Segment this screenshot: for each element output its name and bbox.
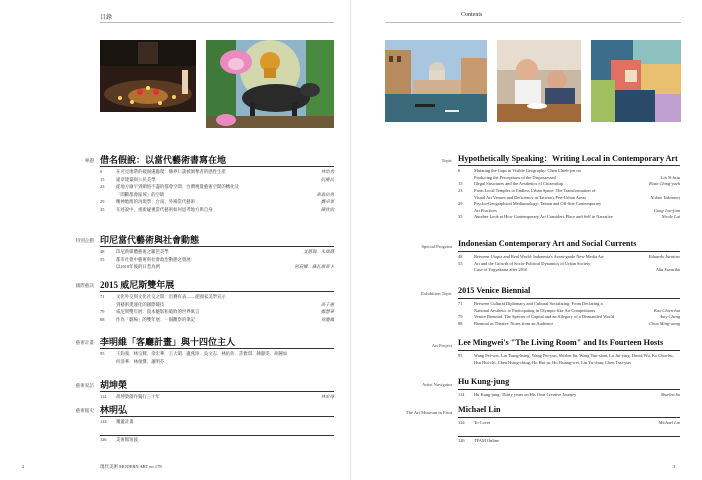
left-header-rule xyxy=(100,22,334,23)
page-number: 79 xyxy=(100,309,105,315)
section-category: Exhibition Topic xyxy=(421,291,452,296)
article-author: 林宏璋 xyxy=(320,394,334,399)
toc-row xyxy=(100,249,334,255)
section-title: 借名假說：以當代藝術書寫在地 xyxy=(100,155,227,165)
article-title: 到藝術奧運化的國際競技 xyxy=(116,301,165,307)
article-title: 文化外交與文化社交之間：出賽有表——從國家美學宣示 xyxy=(116,294,226,299)
toc-row xyxy=(100,437,334,443)
toc-row xyxy=(458,214,680,220)
section-rule xyxy=(100,416,334,417)
toc-row xyxy=(100,317,334,323)
toc-row xyxy=(458,420,680,426)
page-number: 55 xyxy=(458,260,463,266)
toc-row xyxy=(100,264,334,270)
article-author: Eduardo Jurnitno xyxy=(648,254,680,260)
toc-row xyxy=(458,314,680,320)
section-rule xyxy=(458,350,680,351)
article-author: 林怡秀 xyxy=(320,169,334,174)
toc-row xyxy=(458,261,680,267)
section-rule xyxy=(458,251,680,252)
article-title: 印尼新媒體藝術之籬笆美學 xyxy=(116,249,169,254)
article-author: Nobuo Takamori xyxy=(650,194,680,200)
toc-row xyxy=(100,169,334,175)
toc-row xyxy=(100,394,334,400)
toc-row xyxy=(458,254,680,260)
article-title: Psycho-Geographical Mediumology: Tainan and Off-Site Contemporary xyxy=(474,201,602,207)
article-title: TFAM Online xyxy=(474,438,499,443)
section-category: 藝術計畫 xyxy=(75,340,94,345)
right-header: Contents xyxy=(461,12,483,18)
page-number: 29 xyxy=(458,201,463,207)
section-category: Art Project xyxy=(431,343,452,348)
section-category: Special Program xyxy=(421,244,452,249)
article-author: 高森信男 xyxy=(316,191,334,197)
page-number: 35 xyxy=(458,214,463,220)
toc-row xyxy=(458,301,680,307)
article-author: 艾德瑞．朱瑞德 xyxy=(303,249,334,254)
toc-row xyxy=(458,353,680,359)
toc-row xyxy=(100,184,334,190)
page-number: 29 xyxy=(100,199,105,205)
article-title: 從地方廟宇到網絡不盡的都會空間：台灣視覺藝術空間的轉化及 xyxy=(116,184,239,190)
article-author: Kao Chien-hui xyxy=(654,307,680,313)
toc-row xyxy=(458,181,680,187)
page-number: 6 xyxy=(100,169,103,174)
page-number: 23 xyxy=(458,188,463,193)
page-number: 15 xyxy=(100,176,105,182)
page-number: 95 xyxy=(458,353,463,359)
article-author: 陳欣欣 xyxy=(320,207,334,212)
toc-row xyxy=(458,438,680,444)
section-category: 專題 xyxy=(84,158,94,163)
toc-row xyxy=(100,192,334,198)
section-rule xyxy=(100,166,334,167)
toc-row xyxy=(458,201,680,207)
article-author: 龔卓軍 xyxy=(320,199,334,205)
article-author: Nicole Lai xyxy=(661,214,680,220)
article-title: 威尼斯雙年展：資本魅影和破敗的世界寓言 xyxy=(116,309,200,315)
page-number: 48 xyxy=(100,249,105,254)
section-title: 印尼當代藝術與社會動態 xyxy=(100,235,200,245)
section-title: Hu Kung-jung xyxy=(458,377,510,386)
toc-row xyxy=(458,360,680,366)
page-fold xyxy=(350,0,352,480)
page-number: 23 xyxy=(100,184,105,190)
article-title: 在述說中，重新疑視當代藝術如何思考地方與自身 xyxy=(116,207,213,212)
page-number: 15 xyxy=(458,181,463,187)
article-title: 美術館短波 xyxy=(116,437,138,442)
section-rule xyxy=(100,291,334,292)
section-category: 特別企劃 xyxy=(75,238,94,243)
candle-installation-photo xyxy=(100,40,196,112)
section-category: 藝術館史 xyxy=(75,408,94,413)
article-author: 阮慶岳 xyxy=(320,176,334,182)
article-title: From Local Temples to Endless Urban Space: The Transformation of xyxy=(474,188,596,193)
article-author: Roan Ching-yueh xyxy=(649,181,680,187)
venice-canal-photo xyxy=(385,40,487,122)
section-title: 李明維「客廳計畫」與十四位主人 xyxy=(100,337,236,347)
article-title: Case of Yogyakarta after 2010 xyxy=(474,267,528,273)
article-title: Venice Biennial: The Specter of Capital and an Allegory of a Dismantled World xyxy=(474,314,614,320)
article-title: Another Look at How Contemporary Art Considers Place and Self in Narrative xyxy=(474,214,613,220)
article-title: Hu Kung-jung: Thirty years on His Own Creative Journey xyxy=(474,392,577,398)
page-number: 114 xyxy=(458,392,465,398)
article-title: Art Practices xyxy=(474,207,497,213)
article-title: Biennial as Theater: Notes from an Audience xyxy=(474,321,554,326)
page-number: 124 xyxy=(100,419,107,424)
section-category: Topic xyxy=(441,158,452,163)
page-number: 88 xyxy=(458,321,463,326)
toc-row xyxy=(458,168,680,174)
toc-row xyxy=(100,309,334,315)
toc-row xyxy=(100,257,334,263)
article-author: Michael Lin xyxy=(658,420,680,426)
toc-row xyxy=(100,419,334,425)
article-title: To Cover xyxy=(474,420,491,426)
section-title: 2015 威尼斯雙年展 xyxy=(100,280,175,290)
article-author: Sharlen Su xyxy=(660,392,680,398)
page-number: 124 xyxy=(458,420,465,426)
section-title: 胡坤榮 xyxy=(100,380,128,390)
left-page-number: 2 xyxy=(22,464,25,469)
article-title: 「間斷都會區域」的空缺 xyxy=(116,191,165,197)
toc-row xyxy=(458,308,680,314)
toc-row xyxy=(458,195,680,201)
article-title: Producing the Perceptions of the Dispossessed xyxy=(474,174,556,180)
right-page-number: 3 xyxy=(673,464,676,469)
article-author: Alia Swastika xyxy=(655,267,680,273)
article-title: Between Cultural Diplomacy and Cultural Socializing: From Declaring a xyxy=(474,301,603,307)
right-page xyxy=(351,0,702,480)
toc-row xyxy=(100,302,334,308)
article-title: 違章建築與公民美學 xyxy=(116,176,156,182)
article-title: Mutating the Gaps in Visible Geography: Chen Chieh-jen on xyxy=(474,168,581,174)
magazine-footer: 現代美術 MODERN ART no.178 xyxy=(100,464,162,469)
page-number: 71 xyxy=(458,301,463,307)
section-rule xyxy=(458,165,680,166)
article-author: 高千惠 xyxy=(320,301,334,307)
section-rule xyxy=(458,298,680,299)
page-number: 95 xyxy=(100,351,105,356)
section-rule xyxy=(458,389,680,390)
section-category: Artist Navigator xyxy=(422,382,452,387)
section-rule xyxy=(100,348,334,349)
article-title: 王鈞義．林宗興．余宏華．王大閎．盧燕珍．吳文志．林佑佐．許雅琪．陳靜雯．胡鐘如 xyxy=(116,351,288,356)
article-title: 作為「劇場」的雙年展：一個觀察的筆記 xyxy=(116,316,196,322)
article-author: 鄭慧華 xyxy=(320,309,334,315)
toc-row xyxy=(100,359,334,365)
article-title: 覆蓋計畫 xyxy=(116,419,134,424)
page-number: 35 xyxy=(100,207,105,212)
living-room-project-photo xyxy=(497,40,581,122)
article-title: Art and the Growth of Socio-Political Dynamics of Urban Society: xyxy=(474,260,592,266)
section-title: Michael Lin xyxy=(458,405,501,414)
toc-row xyxy=(100,199,334,205)
toc-row xyxy=(100,177,334,183)
toc-row xyxy=(100,207,334,213)
section-title: 2015 Venice Biennial xyxy=(458,286,531,295)
article-author: Lin Yi-hsiu xyxy=(660,174,680,180)
buddha-lotus-buffalo-photo xyxy=(206,40,334,128)
toc-row xyxy=(100,351,334,357)
left-header: 目錄 xyxy=(100,15,113,21)
page-number: 126 xyxy=(100,437,107,442)
article-title: 都市社會中藝術與社會政治動態之發展： xyxy=(116,256,196,262)
page-number: 48 xyxy=(458,254,463,260)
article-author: 阿莉娜．蘇瓦斯蒂卡 xyxy=(294,264,334,270)
article-title: 精神地理的再現學：台南、外場當代藝術 xyxy=(116,199,196,205)
section-rule xyxy=(100,435,334,436)
page-number: 126 xyxy=(458,438,465,443)
section-rule xyxy=(458,417,680,418)
section-rule xyxy=(458,436,680,437)
section-rule xyxy=(100,391,334,392)
right-header-rule xyxy=(385,22,681,23)
toc-row xyxy=(458,175,680,181)
section-category: 藝術家訪 xyxy=(75,383,94,388)
article-title: Between Utopia and Real World: Indonesia's Avant-garde New Media Art xyxy=(474,254,604,260)
section-title: 林明弘 xyxy=(100,405,128,415)
article-author: Amy Cheng xyxy=(659,314,680,320)
article-author: Gong Jow-jiun xyxy=(653,207,680,213)
article-title: Wang Pei-wei, Lin Tsung-hsing, Wang Pei-yun, Shirlen Su, Wang Yun-shan, Lu Jui-ying, David Wu, Ko Chia-hu, xyxy=(474,353,674,359)
michael-lin-abstract-artwork xyxy=(591,40,681,122)
page-number: 71 xyxy=(100,294,105,299)
toc-row xyxy=(458,321,680,327)
section-rule xyxy=(100,246,334,247)
article-title: Hsu Hui-chi, Chen Hsing-ching, Ho Hui-ju, Ho Hsiang-wei, Lin Yu-chun, Chen Tsai-yun xyxy=(474,359,631,365)
section-title: Lee Mingwei's "The Living Room" and Its Fourteen Hosts xyxy=(458,338,664,347)
toc-row xyxy=(458,188,680,194)
toc-row xyxy=(458,267,680,273)
article-title: 在可見地帶的破洞處蟲爬：陳界仁談被剝奪者的感性生產 xyxy=(116,169,226,174)
section-category: The Art Museum in Print xyxy=(405,410,452,415)
page-number: 79 xyxy=(458,314,463,320)
section-title: Indonesian Contemporary Art and Social Currents xyxy=(458,239,637,248)
page-number: 6 xyxy=(458,168,461,174)
article-title: 何清華．林俊傑．蕭明芬 xyxy=(116,358,165,364)
page-number: 114 xyxy=(100,394,107,399)
page-number: 88 xyxy=(100,316,105,322)
toc-row xyxy=(100,294,334,300)
section-category: 國際藝訊 xyxy=(75,283,94,288)
page-number: 55 xyxy=(100,256,105,262)
toc-row xyxy=(458,208,680,214)
article-title: Illegal Structures and the Aesthetics of Citizenship xyxy=(474,181,564,187)
section-title: Hypothetically Speaking：Writing Local in Contemporary Art xyxy=(458,154,678,163)
article-author: 周瓊鳳 xyxy=(320,316,334,322)
article-title: Visual Art Venues and Deficiency in Taiwan's Peri-Urban Areas xyxy=(474,194,586,200)
article-title: National Aesthetic to Participating in Olympic-like Art Competitions xyxy=(474,307,596,313)
toc-row xyxy=(458,392,680,398)
article-author: Chou Ming-wang xyxy=(649,321,680,326)
article-title: 以2010年後的日惹為例 xyxy=(116,264,160,270)
article-title: 胡坤榮創作獨行三十年 xyxy=(116,394,160,399)
